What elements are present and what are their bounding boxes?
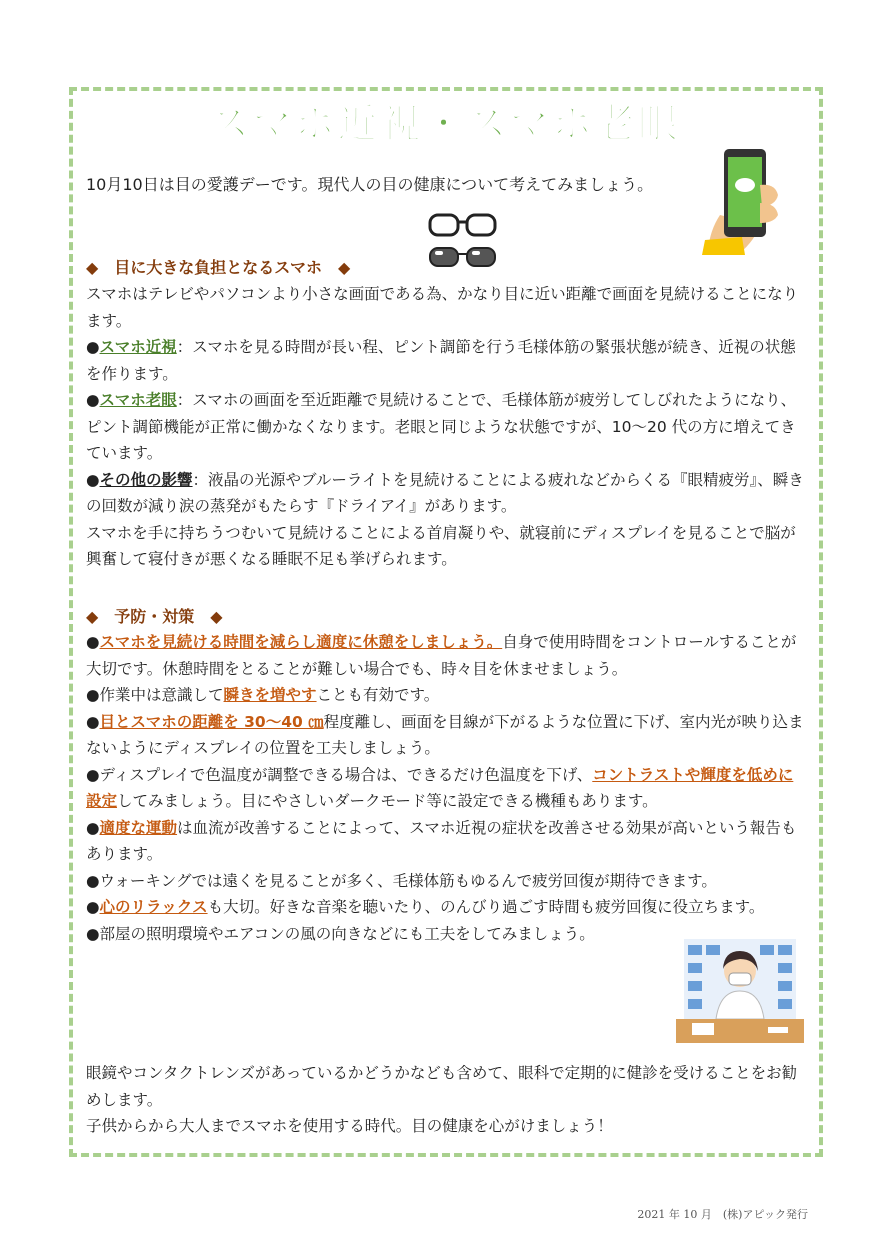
section-heading-burden: ◆ 目に大きな負担となるスマホ ◆ xyxy=(86,258,351,277)
closing-paragraph: 眼鏡やコンタクトレンズがあっているかどうかなども含めて、眼科で定期的に健診を受けることをお勧めします。 子供からから大人までスマホを使用する時代。目の健康を心がけましょう！ xyxy=(86,1064,798,1135)
keyword-other-effects: その他の影響 xyxy=(99,470,193,489)
keyword-smartphone-myopia: スマホ近視 xyxy=(99,338,177,356)
page-title: スマホ近視・スマホ老眼 xyxy=(209,101,681,147)
keyword-relax: 心のリラックス xyxy=(99,898,208,916)
keyword-smartphone-presbyopia: スマホ老眼 xyxy=(99,391,177,409)
pharmacist-illustration xyxy=(676,935,804,1047)
footer-publisher: 2021 年 10 月 (株)アピック発行 xyxy=(637,1208,808,1221)
section1-paragraph: スマホはテレビやパソコンより小さな画面である為、かなり目に近い距離で画面を見続けることになります。 ●スマホ近視：スマホを見る時間が長い程、ピント調節を行う毛様体筋の緊張状態が続き、近視の状態を作ります。 ●スマホ老眼：スマホの画面を至近距離で見続けることで、毛様体筋が疲労してしびれたようになり、ピント調節機能が正常に働かなくなります。老眼と同じような状態ですが、10～20 代の方に増えてきています。 ●その他の影響：液晶の光源やブルーライトを見続けることによる疲れなどからくる『眼精疲労』、瞬きの回数が減り涙の蒸発がもたらす『ドライアイ』があります。 スマホを手に持ちうつむいて見続けることによる首肩凝りや、就寝前にディスプレイを見ることで脳が興奮して寝付きが悪くなる睡眠不足も挙げられます。 xyxy=(86,285,804,568)
smartphone-hand-illustration xyxy=(700,145,790,255)
section-heading-prevention: ◆ 予防・対策 ◆ xyxy=(86,607,223,626)
keyword-distance: 目とスマホの距離を 30～40 ㎝ xyxy=(99,712,324,731)
section2-paragraph: ●スマホを見続ける時間を減らし適度に休憩をしましょう。自身で使用時間をコントロールすることが大切です。休憩時間をとることが難しい場合でも、時々目を休ませましょう。 ●作業中は意識して瞬きを増やすことも有効です。 ●目とスマホの距離を 30～40 ㎝程度離し、画面を目線が下がるような位置に下げ、室内光が映り込まないようにディスプレイの位置を工夫しましょう。 ●ディスプレイで色温度が調整できる場合は、できるだけ色温度を下げ、コントラストや輝度を低めに設定してみましょう。目にやさしいダークモード等に設定できる機種もあります。 ●適度な運動は血流が改善することによって、スマホ近視の症状を改善させる効果が高いという報告もあります。 ●ウォーキングでは遠くを見ることが多く、毛様体筋もゆるんで疲労回復が期待できます。 ●心のリラックスも大切。好きな音楽を聴いたり、のんびり過ごす時間も疲労回復に役立ちます。 ●部屋の照明環境やエアコンの風の向きなどにも工夫をしてみましょう。 xyxy=(86,633,804,943)
keyword-reduce-time: スマホを見続ける時間を減らし適度に休憩をしましょう。 xyxy=(99,633,503,651)
keyword-contrast: コントラストや輝度を低めに設定 xyxy=(86,765,794,810)
glasses-illustration xyxy=(425,210,500,272)
intro-text: 10月10日は目の愛護デーです。現代人の目の健康について考えてみましょう。 xyxy=(86,175,654,194)
keyword-blink-more: 瞬きを増やす xyxy=(223,686,317,704)
keyword-exercise: 適度な運動 xyxy=(99,818,178,837)
